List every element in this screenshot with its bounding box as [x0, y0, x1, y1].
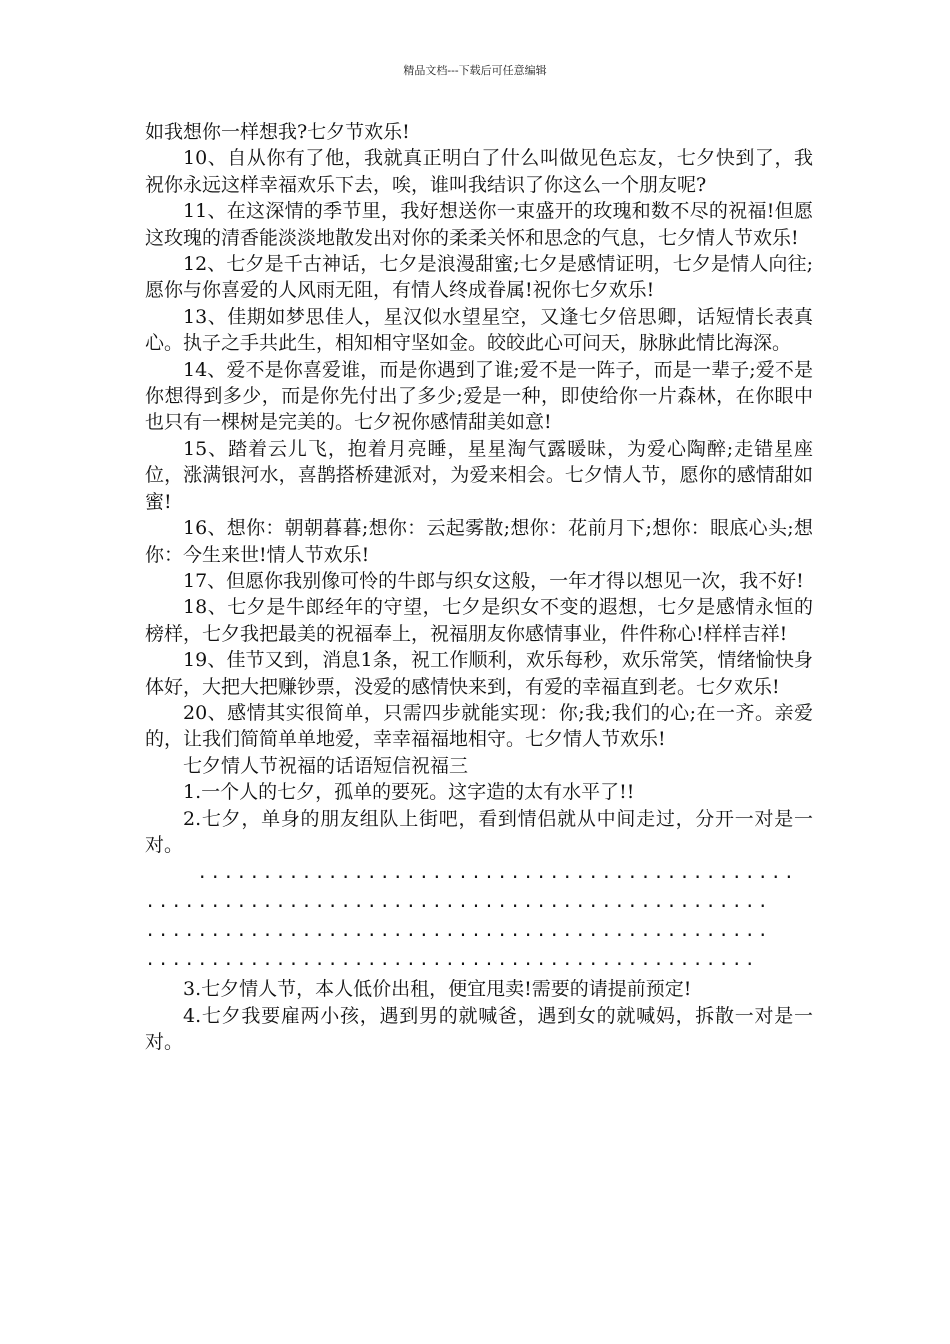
paragraph: 4.七夕我要雇两小孩，遇到男的就喊爸，遇到女的就喊妈，拆散一对是一对。	[145, 1004, 813, 1054]
page-header: 精品文档---下载后可任意编辑	[403, 64, 547, 77]
paragraph: 19、佳节又到，消息1条，祝工作顺利，欢乐每秒，欢乐常笑，情绪愉快身体好，大把大把赚钞票，没爱的感情快来到，有爱的幸福直到老。七夕欢乐!	[145, 649, 813, 698]
paragraph: 13、佳期如梦思佳人，星汉似水望星空，又逢七夕倍思卿，话短情长表真心。执子之手共此生，相知相守坚如金。皎皎此心可问天，脉脉此情比海深。	[145, 305, 813, 355]
paragraph: 11、在这深情的季节里，我好想送你一束盛开的玫瑰和数不尽的祝福!但愿这玫瑰的清香能淡淡地散发出对你的柔柔关怀和思念的气息，七夕情人节欢乐!	[145, 200, 813, 249]
paragraph: 3.七夕情人节，本人低价出租，便宜甩卖!需要的请提前预定!	[183, 978, 692, 1001]
paragraph: 14、爱不是你喜爱谁，而是你遇到了谁;爱不是一阵子，而是一辈子;爱不是你想得到多少，而是你先付出了多少;爱是一种，即使给你一片森林，在你眼中也只有一棵树是完美的。七夕祝你感情甜美如意!	[145, 358, 813, 434]
paragraph: 18、七夕是牛郎经年的守望，七夕是织女不变的遐想，七夕是感情永恒的榜样，七夕我把最美的祝福奉上，祝福朋友你感情事业，件件称心!样样吉祥!	[145, 596, 813, 645]
dotted-separator-line: ................................................	[145, 921, 771, 942]
paragraph: 1.一个人的七夕，孤单的要死。这字造的太有水平了!!	[183, 781, 635, 804]
paragraph: 2.七夕，单身的朋友组队上街吧，看到情侣就从中间走过，分开一对是一对。	[145, 807, 813, 856]
dotted-separator-line: ..............................................	[145, 863, 797, 884]
dotted-separator-line: ................................................	[145, 892, 771, 913]
paragraph: 20、感情其实很简单，只需四步就能实现：你;我;我们的心;在一齐。亲爱的，让我们简简单单地爱，幸幸福福地相守。七夕情人节欢乐!	[145, 701, 813, 751]
paragraph: 16、想你：朝朝暮暮;想你：云起雾散;想你：花前月下;想你：眼底心头;想你：今生来世!情人节欢乐!	[145, 517, 813, 566]
dotted-separator-line: ...............................................	[145, 950, 758, 971]
section-heading: 七夕情人节祝福的话语短信祝福三	[183, 754, 469, 777]
paragraph: 10、自从你有了他，我就真正明白了什么叫做见色忘友，七夕快到了，我祝你永远这样幸福欢乐下去，唉，谁叫我结识了你这么一个朋友呢?	[145, 147, 813, 196]
paragraph: 17、但愿你我别像可怜的牛郎与织女这般，一年才得以想见一次，我不好!	[183, 569, 804, 592]
document-body	[145, 119, 813, 1056]
paragraph: 12、七夕是千古神话，七夕是浪漫甜蜜;七夕是感情证明，七夕是情人向往;愿你与你喜爱的人风雨无阻，有情人终成眷属!祝你七夕欢乐!	[145, 253, 813, 302]
paragraph: 如我想你一样想我?七夕节欢乐!	[145, 121, 410, 143]
paragraph: 15、踏着云儿飞，抱着月亮睡，星星淘气露暖昧，为爱心陶醉;走错星座位，涨满银河水，喜鹊搭桥建派对，为爱来相会。七夕情人节，愿你的感情甜如蜜!	[145, 437, 813, 513]
